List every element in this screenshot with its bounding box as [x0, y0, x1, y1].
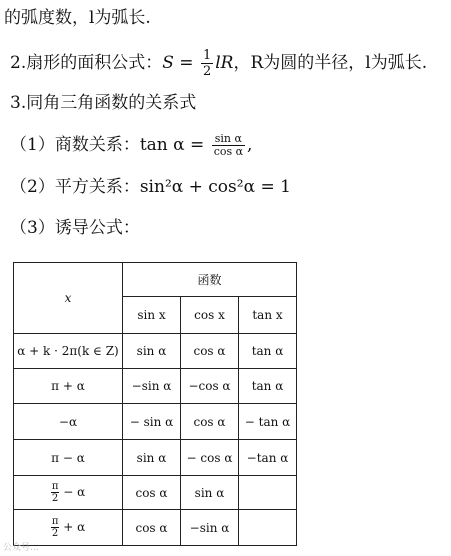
induction-formula-table — [13, 262, 297, 546]
table-row — [14, 440, 297, 476]
square-prefix: （2）平方关系： — [10, 177, 140, 197]
cell-sin: − sin α — [123, 404, 181, 440]
text-line-arc-length: 的弧度数，l为弧长. — [4, 8, 151, 28]
cell-x: −α — [14, 404, 123, 440]
cell-tan: −tan α — [239, 440, 297, 476]
quotient-lhs: tan α = — [139, 135, 210, 155]
sector-area-suffix: ，R为圆的半径，l为弧长. — [233, 53, 428, 73]
cell-cos: −sin α — [181, 510, 239, 546]
cell-sin: sin α — [123, 334, 181, 369]
cell-cos: −cos α — [181, 369, 239, 404]
quotient-prefix: （1）商数关系： — [10, 135, 140, 155]
cell-tan: tan α — [239, 334, 297, 369]
fraction-denominator: cos α — [213, 145, 244, 158]
cell-x: α + k · 2π(k ∈ Z) — [14, 334, 123, 369]
cell-x: π + α — [14, 369, 123, 404]
fraction-numerator: sin α — [212, 133, 245, 146]
cell-tan — [239, 476, 297, 510]
cell-sin: cos α — [123, 476, 181, 510]
sector-area-formula — [10, 48, 427, 79]
table-row — [14, 476, 297, 510]
cell-x-operator: + α — [59, 520, 86, 534]
header-sin: sin x — [123, 297, 181, 334]
header-cos: cos x — [181, 297, 239, 334]
fraction-denominator: 2 — [51, 528, 59, 539]
cell-tan — [239, 510, 297, 546]
table-row — [14, 510, 297, 546]
fraction-numerator: π — [51, 481, 59, 492]
header-x: x — [14, 263, 123, 334]
fraction-denominator: 2 — [51, 493, 59, 504]
watermark: 公众号... — [3, 543, 39, 553]
formula-s: S — [162, 53, 174, 73]
sector-area-prefix: 2.扇形的面积公式： — [10, 53, 163, 73]
cell-cos: − cos α — [181, 440, 239, 476]
induction-formulas-heading: （3）诱导公式： — [10, 218, 140, 238]
cell-cos: sin α — [181, 476, 239, 510]
cell-sin: sin α — [123, 440, 181, 476]
table-row — [14, 369, 297, 404]
cell-cos: cos α — [181, 404, 239, 440]
cell-x — [14, 476, 123, 510]
cell-x: π − α — [14, 440, 123, 476]
cell-cos: cos α — [181, 334, 239, 369]
section-heading-identities: 3.同角三角函数的关系式 — [10, 93, 197, 113]
fraction-denominator: 2 — [202, 64, 212, 79]
formula-eq: = — [173, 53, 199, 73]
quotient-suffix: , — [247, 135, 253, 155]
formula-lr: lR — [215, 53, 234, 73]
fraction-sin-over-cos — [212, 133, 245, 158]
square-relation — [10, 175, 291, 199]
cell-sin: −sin α — [123, 369, 181, 404]
header-function: 函数 — [123, 263, 297, 297]
table-row — [14, 334, 297, 369]
table-row — [14, 404, 297, 440]
fraction-one-half — [201, 48, 213, 79]
fraction-numerator: 1 — [202, 48, 212, 63]
cell-tan: − tan α — [239, 404, 297, 440]
cell-x-operator: − α — [59, 485, 86, 499]
fraction-numerator: π — [51, 516, 59, 527]
cell-tan: tan α — [239, 369, 297, 404]
cell-sin: cos α — [123, 510, 181, 546]
square-formula: sin²α + cos²α = 1 — [139, 177, 291, 197]
quotient-relation — [10, 133, 252, 158]
header-tan: tan x — [239, 297, 297, 334]
